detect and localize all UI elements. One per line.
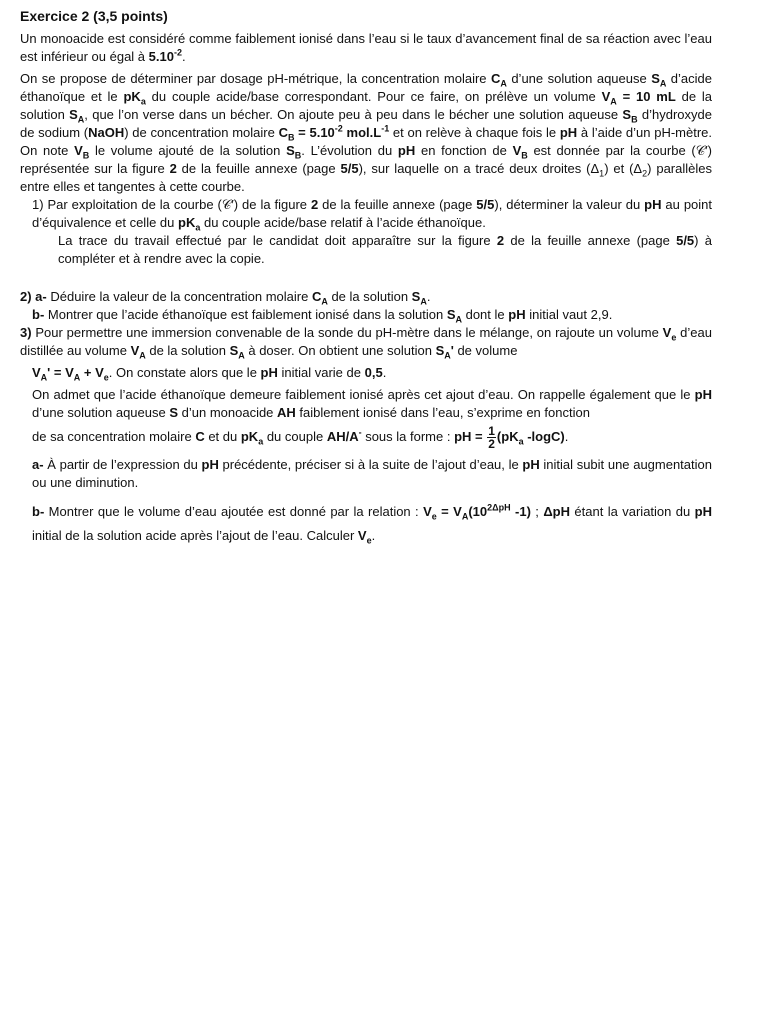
fraction-one-half: $\frac{1}{2}$ <box>488 424 495 452</box>
question-3-formula-line: de sa concentration molaire C et du $pK_a$ du couple AH/A- sous la forme : pH = $\frac{1}{2}$ ($pK_a$ -logC). <box>32 424 569 452</box>
question-1: 1) Par exploitation de la courbe (𝒞′) de la figure 2 de la feuille annexe (page 5/5), déterminer la valeur du pH au point d’équivalence et celle du $pK_a$ du couple acide/base relatif à l’acide éthanoïque. <box>32 197 713 233</box>
question-2b: b- Montrer que l’acide éthanoïque est faiblement ionisé dans la solution $S_A$ dont le pH initial vaut 2,9. <box>32 307 613 325</box>
question-3: 3) Pour permettre une immersion convenable de la sonde du pH-mètre dans le mélange, on rajoute un volume $V_e$ d’eau distillée au volume $V_A$ de la solution $S_A$ à doser. On obtient une solution $S_A'$ de volume <box>20 325 712 361</box>
question-3a: a- À partir de l’expression du pH précédente, préciser si à la suite de l’ajout d’eau, le pH initial subit une augmentation ou une diminution. <box>32 457 712 490</box>
context-paragraph: On se propose de déterminer par dosage pH-métrique, la concentration molaire $C_A$ d’une solution aqueuse $S_A$ d’acide éthanoïque et le $pK_a$ du couple acide/base correspondant. Pour ce faire, on prélève un volume $V_A = 10$ mL de la solution $S_A$, que l’on verse dans un bécher. On ajoute peu à peu dans le bécher une solution aqueuse $S_B$ d’hydroxyde de sodium (NaOH) de concentration molaire $C_B = 5.10^{-2}$ $mol.L^{-1}$ et on relève à chaque fois le pH à l’aide d’un pH-mètre. On note $V_B$ le volume ajouté de la solution $S_B$. L’évolution du pH en fonction de $V_B$ est donnée par la courbe (𝒞′) représentée sur la figure 2 de la feuille annexe (page 5/5), sur laquelle on a tracé deux droites $(\Delta_1)$ et $(\Delta_2)$ parallèles entre elles et tangentes à cette courbe. <box>20 71 713 194</box>
question-1-note: La trace du travail effectué par le candidat doit apparaître sur la figure 2 de la feuille annexe (page 5/5) à compléter et à rendre avec la copie. <box>58 233 712 266</box>
question-3-recall: On admet que l’acide éthanoïque demeure faiblement ionisé après cet ajout d’eau. On rappelle également que le pH d’une solution aqueuse S d’un monoacide AH faiblement ionisé dans l’eau, s’exprime en fonction <box>32 387 712 420</box>
question-3b: b- Montrer que le volume d’eau ajoutée est donné par la relation : $V_e = V_A(10^{2\Delta pH}$ -1) ; ΔpH étant la variation du pH initial de la solution acide après l’ajout de l’eau. Calculer $V_e$. <box>32 502 712 546</box>
ph-formula: pH = $\frac{1}{2}$ ($pK_a$ -logC) <box>454 424 565 452</box>
exercise-title: Exercice 2 (3,5 points) <box>20 8 168 24</box>
intro-paragraph: Un monoacide est considéré comme faiblement ionisé dans l’eau si le taux d’avancement final de sa réaction avec l’eau est inférieur ou égal à $5.10^{-2}$. <box>20 31 712 64</box>
volume-formula: $V_e = V_A(10^{2\Delta pH}$ -1) <box>423 502 531 522</box>
question-2a: 2) a- Déduire la valeur de la concentration molaire $C_A$ de la solution $S_A$. <box>20 289 431 307</box>
question-3-volume-relation: $V_A' = V_A + V_e$. On constate alors que le pH initial varie de 0,5. <box>32 365 387 383</box>
exercise-sheet <box>20 8 712 548</box>
